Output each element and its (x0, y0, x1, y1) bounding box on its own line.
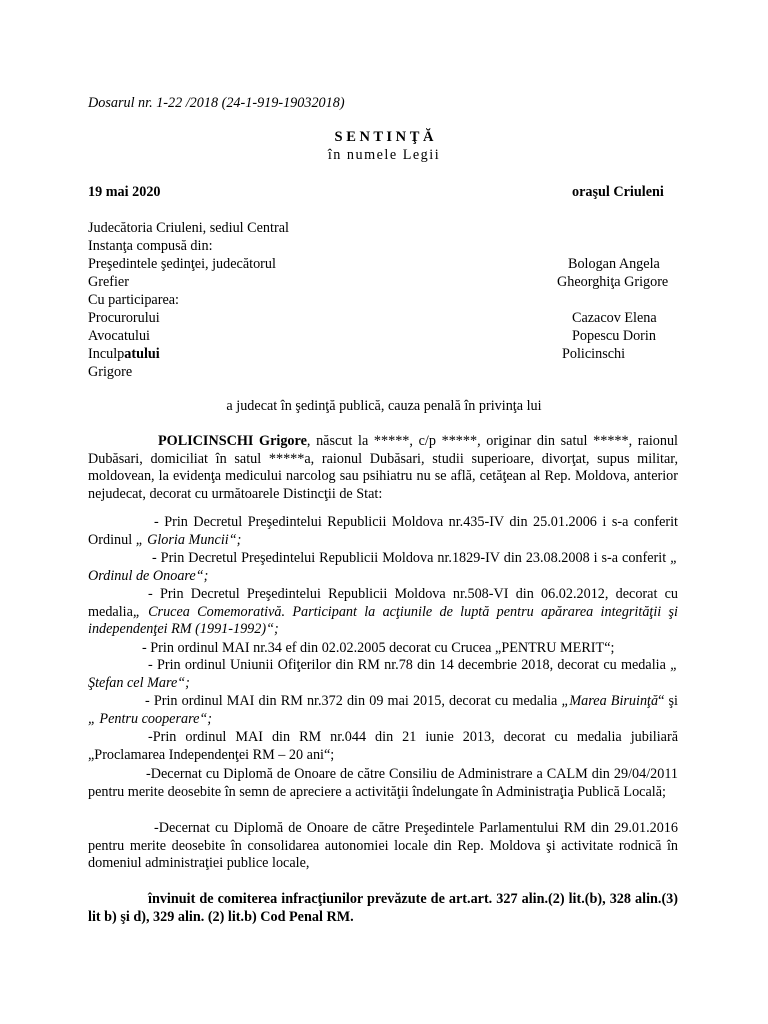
document-subtitle: în numele Legii (327, 147, 441, 163)
name-clerk: Gheorghiţa Grigore (557, 274, 669, 290)
decoration-6-conj: “ şi (658, 693, 678, 709)
decoration-1-award: „ Gloria Muncii“; (135, 531, 242, 548)
decoration-6 (88, 693, 678, 728)
role-judge: Preşedintele şedinţei, judecătorul (88, 256, 276, 272)
charge-statement: învinuit de comiterea infracţiunilor prevăzute de art.art. 327 alin.(2) lit.(b), 328 alin.(3) lit b) şi d), 329 alin. (2) lit.b) Cod Penal RM. (88, 891, 678, 925)
decoration-5 (88, 657, 678, 692)
case-number: Dosarul nr. 1-22 /2018 (24-1-919-19032018) (88, 95, 345, 111)
decoration-8: -Decernat cu Diplomă de Onoare de către Consiliu de Administrare a CALM din 29/04/2011 pentru merite deosebite în semn de apreciere a activităţii îndelungate în Administraţia Publică Locală; (88, 766, 678, 800)
defendant-details: , născut la *****, c/p *****, originar din satul *****, raionul Dubăsari, domiciliat în satul *****a, raionul Dubăsari, studii superioare, divorţat, supus militar, moldovean, la evidenţa medicului narcolog sau psihiatru nu se află, cetăţean al Rep. Moldova, anterior nejudecat, decorat cu următoarele Distincţii de Stat: (88, 433, 678, 502)
document-date: 19 mai 2020 (88, 184, 161, 200)
name-judge: Bologan Angela (568, 256, 660, 272)
role-lawyer: Avocatului (88, 328, 150, 344)
role-defendant (88, 345, 160, 363)
defendant-label-a: Inculp (88, 346, 125, 362)
decoration-6-award-1: „Marea Biruinţă (561, 693, 659, 709)
defendant-paragraph (88, 433, 678, 503)
decoration-4: - Prin ordinul MAI nr.34 ef din 02.02.2005 decorat cu Crucea „PENTRU MERIT“; (142, 640, 615, 656)
court-name: Judecătoria Criuleni, sediul Central (88, 220, 289, 236)
name-lawyer: Popescu Dorin (572, 328, 656, 344)
decoration-5-text: - Prin ordinul Uniunii Ofiţerilor din RM nr.78 din 14 decembrie 2018, decorat cu medalia (148, 657, 671, 673)
decoration-7: -Prin ordinul MAI din RM nr.044 din 21 iunie 2013, decorat cu medalia jubiliară „Proclamarea Independenţei RM – 20 ani“; (88, 729, 678, 763)
judged-statement: a judecat în şedinţă publică, cauza penală în privinţa lui (226, 398, 542, 414)
decoration-6-award-2: „ Pentru cooperare“; (88, 710, 212, 727)
role-prosecutor: Procurorului (88, 310, 160, 326)
decoration-3 (88, 586, 678, 639)
defendant-firstname: Grigore (88, 364, 133, 380)
defendant-surname: Policinschi (562, 346, 626, 362)
decoration-9: -Decernat cu Diplomă de Onoare de către Preşedintele Parlamentului RM din 29.01.2016 pentru merite deosebite în consolidarea autonomiei locale din Rep. Moldova şi activitate rodnică în domeniul administraţiei publice locale, (88, 820, 678, 871)
decoration-1-text: - Prin Decretul Preşedintelui Republicii Moldova nr.435-IV din 25.01.2006 i s-a conferit Ordinul (88, 514, 678, 548)
document-title: S E N T I N Ţ Ă (334, 129, 434, 145)
decoration-3-award: „ Crucea Comemorativă. Participant la acţiunile de luptă pentru apărarea integrităţii şi independenţei RM (1991-1992)“; (88, 603, 678, 637)
decoration-2-text: - Prin Decretul Preşedintelui Republicii Moldova nr.1829-IV din 23.08.2008 i s-a conferit (152, 550, 671, 566)
decoration-5-award: „ Ştefan cel Mare“; (88, 657, 678, 691)
participation-label: Cu participarea: (88, 292, 179, 308)
decoration-1 (88, 514, 678, 549)
role-clerk: Grefier (88, 274, 129, 290)
decoration-3-text: - Prin Decretul Preşedintelui Republicii Moldova nr.508-VI din 06.02.2012, decorat cu medalia (88, 586, 678, 620)
defendant-full-name: POLICINSCHI Grigore (158, 433, 307, 449)
decoration-2-award: „ Ordinul de Onoare“; (88, 550, 678, 584)
decoration-6-text: - Prin ordinul MAI din RM nr.372 din 09 mai 2015, decorat cu medalia (145, 693, 562, 709)
defendant-label-b: atului (124, 346, 160, 362)
composition-label: Instanţa compusă din: (88, 238, 213, 254)
document-city: oraşul Criuleni (572, 184, 664, 200)
decoration-2 (88, 550, 678, 585)
name-prosecutor: Cazacov Elena (572, 310, 657, 326)
